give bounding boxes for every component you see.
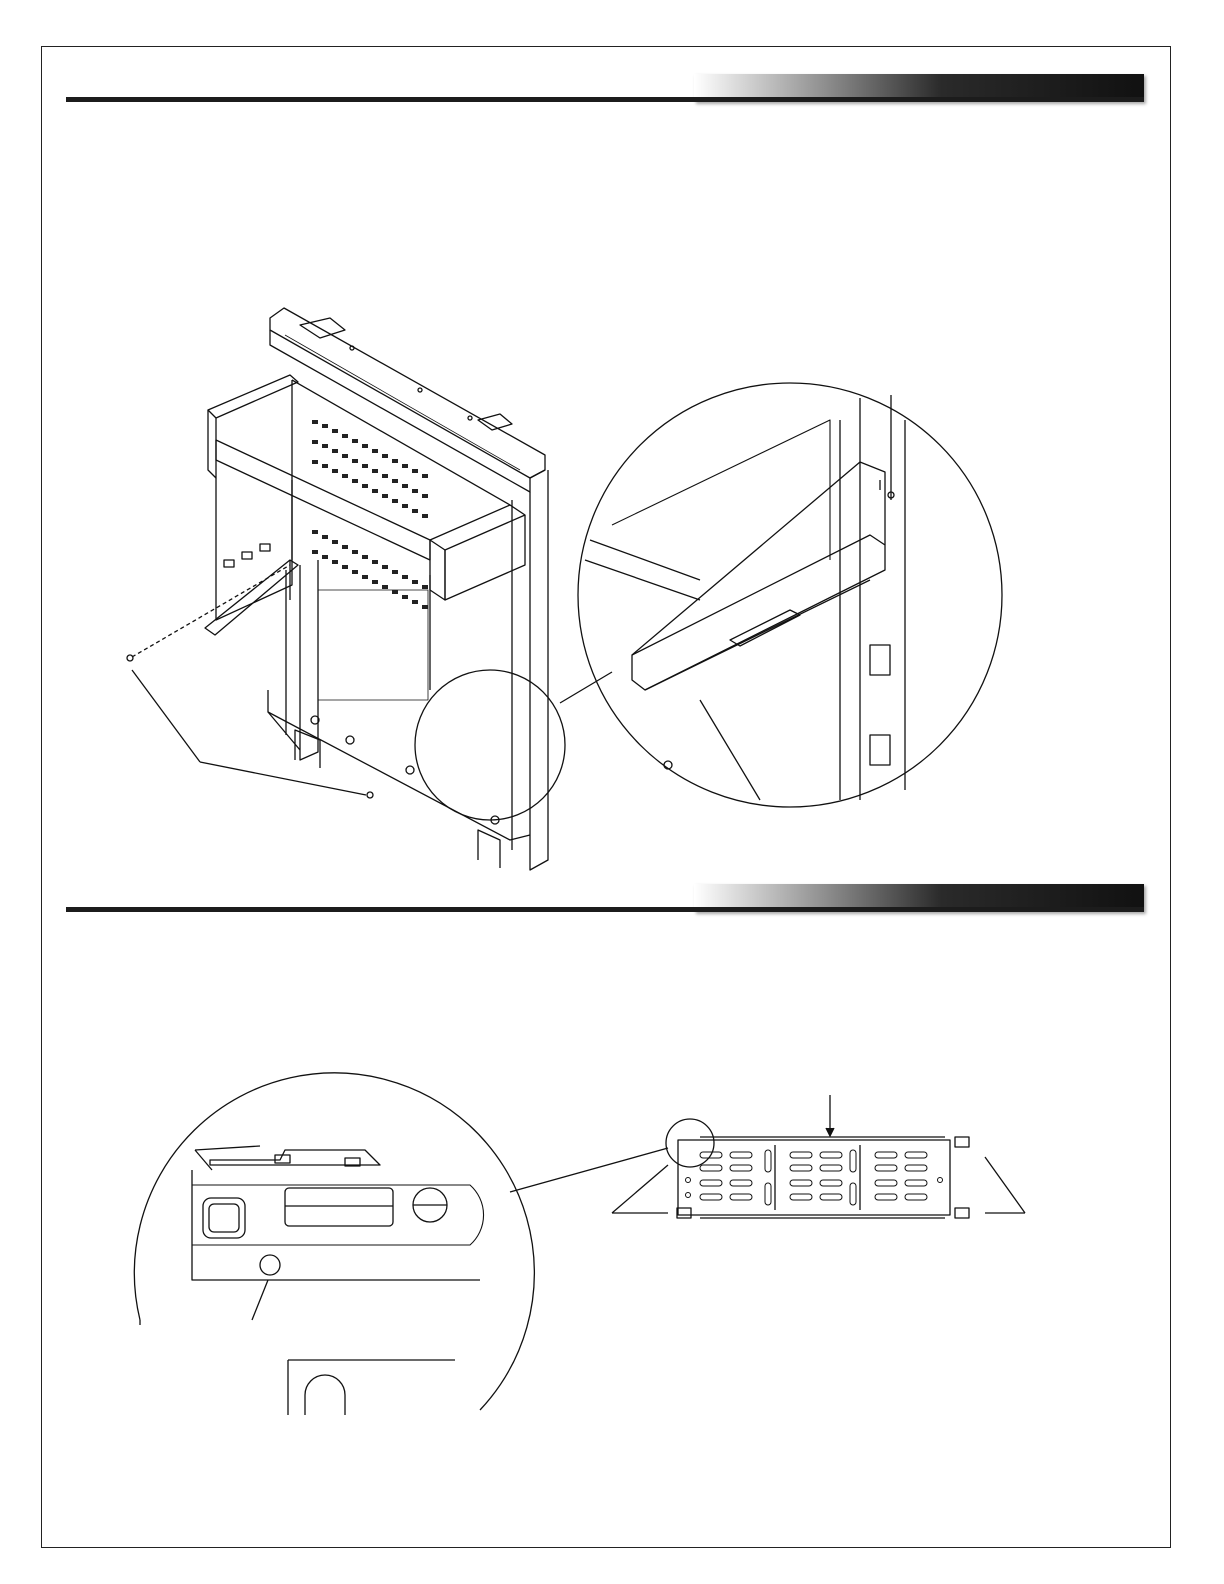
tray-clip-detail-view: [134, 1073, 534, 1415]
tray-slot-pattern: [686, 1150, 943, 1205]
cable-tray-panel: [612, 1095, 1025, 1218]
